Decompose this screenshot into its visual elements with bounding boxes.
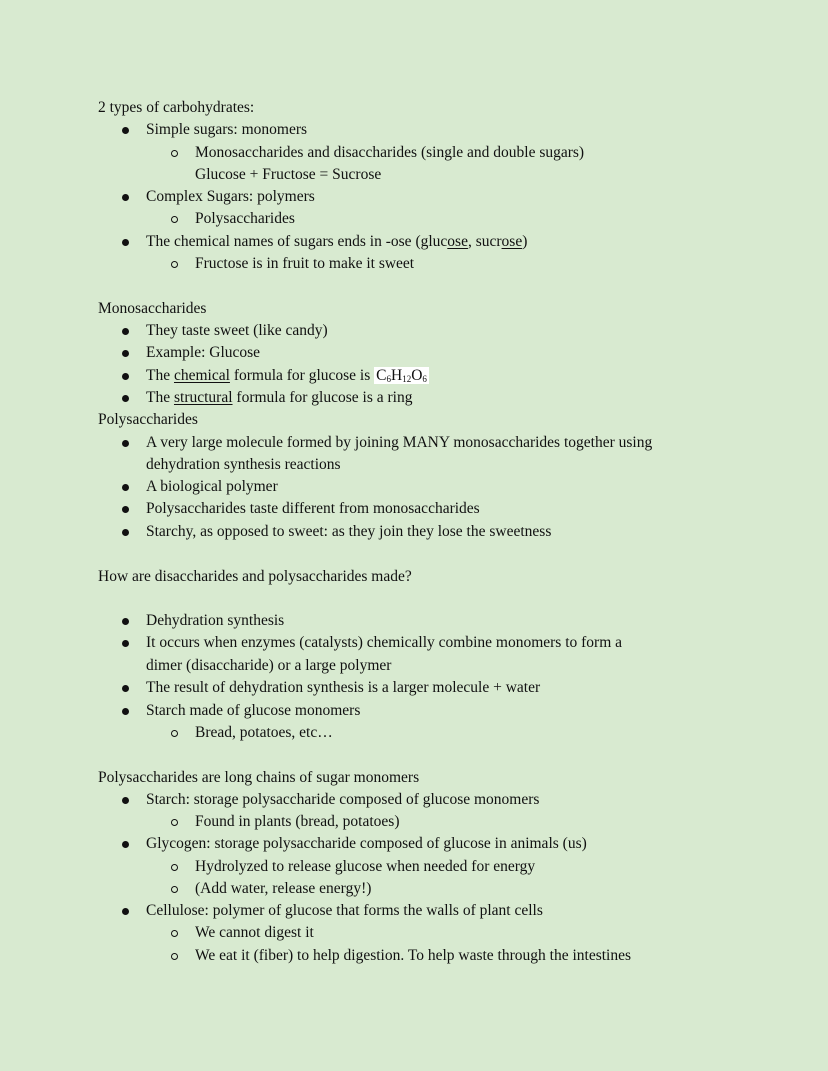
list-item: Glycogen: storage polysaccharide composed of glucose in animals (us) [146,833,587,855]
bullet-icon [122,350,129,357]
bullet-icon [122,127,129,134]
list-item: A very large molecule formed by joining MANY monosaccharides together using [146,432,652,454]
bullet-icon [122,841,129,848]
list-item-continuation: dimer (disaccharide) or a large polymer [146,657,392,674]
bullet-icon [122,440,129,447]
glucose-formula: $C_6H_{12}O_6$ [376,367,427,384]
circle-bullet-icon [171,150,178,157]
bullet-icon [122,640,129,647]
bullet-icon [122,797,129,804]
list-item: We eat it (fiber) to help digestion. To help waste through the intestines [195,945,631,967]
list-item: Monosaccharides and disaccharides (single and double sugars) [195,142,584,164]
circle-bullet-icon [171,953,178,960]
list-item: A biological polymer [146,476,278,498]
list-item: They taste sweet (like candy) [146,320,328,342]
bullet-icon [122,708,129,715]
how-made-heading: How are disaccharides and polysaccharides made? [98,568,412,585]
list-item: Bread, potatoes, etc… [195,722,333,744]
list-item: The result of dehydration synthesis is a larger molecule + water [146,677,540,699]
monosaccharides-heading: Monosaccharides [98,300,207,317]
circle-bullet-icon [171,886,178,893]
carbohydrate-types-heading: 2 types of carbohydrates: [98,99,255,116]
list-item: Polysaccharides [195,208,295,230]
bullet-icon [122,328,129,335]
bullet-icon [122,395,129,402]
bullet-icon [122,529,129,536]
circle-bullet-icon [171,261,178,268]
list-item: Polysaccharides taste different from monosaccharides [146,498,480,520]
polysaccharides-heading: Polysaccharides [98,411,198,428]
list-item: Complex Sugars: polymers [146,186,315,208]
list-item: Fructose is in fruit to make it sweet [195,253,414,275]
list-item: The structural formula for glucose is a ring [146,387,412,409]
list-item: Example: Glucose [146,342,260,364]
bullet-icon [122,373,129,380]
bullet-icon [122,194,129,201]
circle-bullet-icon [171,730,178,737]
circle-bullet-icon [171,864,178,871]
bullet-icon [122,908,129,915]
list-item: Found in plants (bread, potatoes) [195,811,399,833]
bullet-icon [122,239,129,246]
list-item: (Add water, release energy!) [195,878,371,900]
circle-bullet-icon [171,930,178,937]
list-item: Starch made of glucose monomers [146,700,360,722]
long-chains-heading: Polysaccharides are long chains of sugar monomers [98,769,420,786]
list-item: Cellulose: polymer of glucose that forms the walls of plant cells [146,900,543,922]
bullet-icon [122,618,129,625]
bullet-icon [122,484,129,491]
list-item: It occurs when enzymes (catalysts) chemically combine monomers to form a [146,632,622,654]
list-item: Starch: storage polysaccharide composed of glucose monomers [146,789,539,811]
circle-bullet-icon [171,819,178,826]
equation-text: Glucose + Fructose = Sucrose [195,166,382,183]
list-item: Dehydration synthesis [146,610,284,632]
bullet-icon [122,506,129,513]
list-item: Simple sugars: monomers [146,119,307,141]
circle-bullet-icon [171,216,178,223]
list-item: Hydrolyzed to release glucose when needed for energy [195,856,535,878]
list-item: Starchy, as opposed to sweet: as they join they lose the sweetness [146,521,551,543]
list-item: The chemical names of sugars ends in -ose (glucose, sucrose) [146,231,527,253]
list-item: We cannot digest it [195,922,314,944]
bullet-icon [122,685,129,692]
list-item-continuation: dehydration synthesis reactions [146,456,341,473]
list-item: The chemical formula for glucose is $C_6H_{12}O_6$ [146,365,429,387]
